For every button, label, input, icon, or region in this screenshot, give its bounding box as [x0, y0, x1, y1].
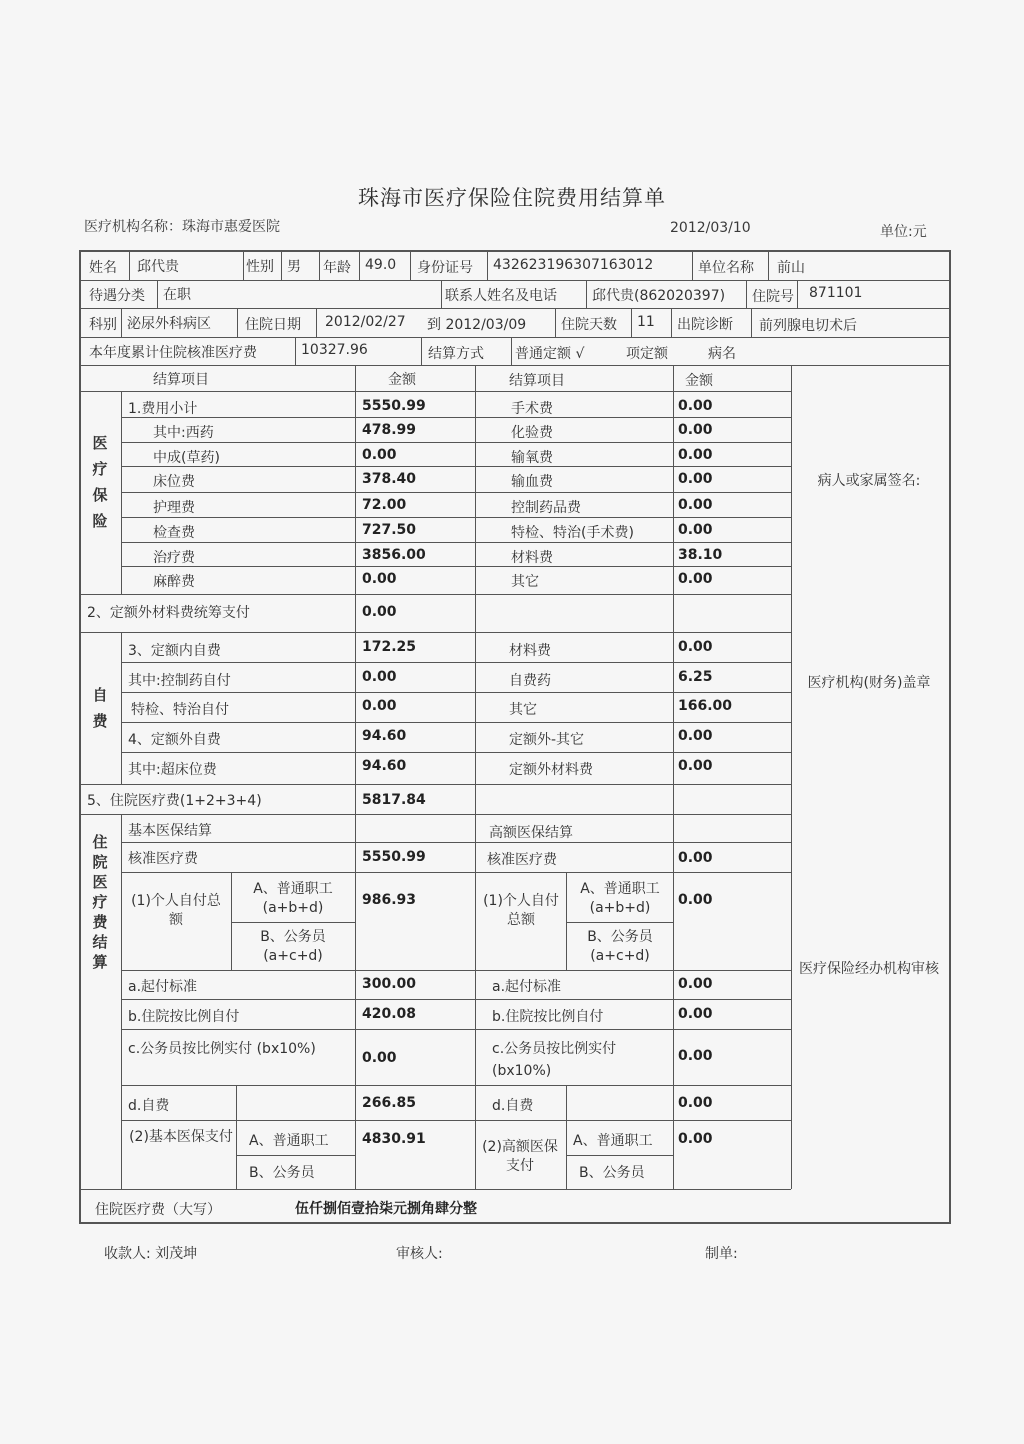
med-amount: 727.50	[362, 522, 417, 538]
high-pay-worker-label: A、普通职工	[573, 1133, 653, 1149]
stay-label: 住院日期	[245, 317, 301, 333]
basic-approved-label: 核准医疗费	[128, 851, 198, 867]
item5-label: 5、住院医疗费(1+2+3+4)	[87, 793, 262, 809]
high-pay-worker: 0.00	[678, 1131, 713, 1147]
method-normal: 普通定额 √	[515, 346, 585, 362]
settle-high: 0.00	[678, 1095, 713, 1111]
basic-approved: 5550.99	[362, 849, 426, 865]
med-item: 1.费用小计	[128, 401, 198, 417]
med-item-right: 输氧费	[511, 450, 553, 466]
med-amount: 3856.00	[362, 547, 426, 563]
self-amount: 94.60	[362, 728, 407, 744]
high-worker-formula: A、普通职工 (a+b+d)	[580, 881, 660, 916]
settle-item: a.起付标准	[128, 979, 198, 995]
cashier: 收款人: 刘茂坤	[104, 1246, 198, 1262]
settle-item: c.公务员按比例实付 (bx10%)	[128, 1041, 316, 1057]
col-amount-left: 金额	[388, 372, 416, 388]
med-amount-right: 0.00	[678, 522, 713, 538]
med-amount: 72.00	[362, 497, 407, 513]
basic-personal: 986.93	[362, 892, 417, 908]
med-item: 中成(草药)	[153, 450, 220, 466]
settle-item-high: a.起付标准	[492, 979, 562, 995]
settlement-form	[79, 250, 951, 1224]
id-label: 身份证号	[417, 260, 473, 276]
med-amount-right: 0.00	[678, 571, 713, 587]
self-item-right: 自费药	[509, 673, 551, 689]
settle-high: 0.00	[678, 1048, 713, 1064]
settle-item: b.住院按比例自付	[128, 1009, 240, 1025]
self-item: 3、定额内自费	[128, 643, 221, 659]
med-amount-right: 0.00	[678, 422, 713, 438]
contact-label: 联系人姓名及电话	[445, 288, 557, 304]
institution-name: 医疗机构名称：珠海市惠爱医院	[84, 219, 280, 235]
med-item-right: 材料费	[511, 550, 553, 566]
self-item-right: 定额外-其它	[509, 732, 585, 748]
med-amount-right: 0.00	[678, 447, 713, 463]
med-item-right: 手术费	[511, 401, 553, 417]
col-item-left: 结算项目	[153, 372, 209, 388]
gender-label: 性别	[246, 259, 274, 275]
document-title: 珠海市医疗保险住院费用结算单	[358, 186, 666, 210]
stay-from: 2012/02/27	[325, 314, 406, 330]
total-label: 住院医疗费（大写）	[95, 1202, 221, 1218]
basic-pay-worker-label: A、普通职工	[249, 1133, 329, 1149]
med-item: 治疗费	[153, 550, 195, 566]
self-amount: 172.25	[362, 639, 417, 655]
med-amount: 5550.99	[362, 398, 426, 414]
settle-item-high: b.住院按比例自付	[492, 1009, 604, 1025]
patient-age: 49.0	[365, 257, 397, 273]
med-item-right: 特检、特治(手术费)	[511, 525, 634, 541]
settle-high: 0.00	[678, 1006, 713, 1022]
employer-label: 单位名称	[698, 260, 754, 276]
high-approved-label: 核准医疗费	[487, 852, 557, 868]
med-item: 护理费	[153, 500, 195, 516]
settle-item-high: d.自费	[492, 1098, 534, 1114]
basic-civil-formula: B、公务员 (a+c+d)	[260, 929, 326, 964]
admission-no: 871101	[809, 285, 863, 301]
med-amount: 478.99	[362, 422, 417, 438]
basic-pay-label: (2)基本医保支付	[129, 1129, 233, 1145]
high-personal: 0.00	[678, 892, 713, 908]
col-item-right: 结算项目	[509, 373, 565, 389]
total-in-words: 伍仟捌佰壹拾柒元捌角肆分整	[295, 1201, 477, 1217]
high-personal-label: (1)个人自付总额	[483, 893, 559, 928]
patient-id: 432623196307163012	[493, 257, 654, 273]
stay-days: 11	[637, 314, 655, 330]
item5-amount: 5817.84	[362, 792, 426, 808]
medical-section-label: 医疗保险	[92, 434, 108, 530]
self-amount-right: 0.00	[678, 758, 713, 774]
settle-item: d.自费	[128, 1098, 170, 1114]
annual-label: 本年度累计住院核准医疗费	[89, 345, 257, 361]
med-amount-right: 0.00	[678, 471, 713, 487]
patient-signature-label: 病人或家属签名:	[817, 473, 921, 489]
med-amount-right: 0.00	[678, 398, 713, 414]
patient-category: 在职	[163, 287, 191, 303]
insurance-review-label: 医疗保险经办机构审核	[799, 961, 939, 977]
dept-label: 科别	[89, 317, 117, 333]
basic-pay-worker: 4830.91	[362, 1131, 426, 1147]
admission-no-label: 住院号	[752, 289, 794, 305]
currency-unit: 单位:元	[880, 224, 927, 240]
item2-label: 2、定额外材料费统筹支付	[87, 605, 250, 621]
settle-basic: 0.00	[362, 1050, 397, 1066]
med-item: 麻醉费	[153, 574, 195, 590]
self-item-right: 其它	[509, 702, 537, 718]
stay-to: 到 2012/03/09	[427, 317, 527, 333]
self-section-label: 自费	[92, 686, 108, 730]
settle-basic: 300.00	[362, 976, 417, 992]
self-item-right: 材料费	[509, 643, 551, 659]
basic-title: 基本医保结算	[128, 823, 212, 839]
self-amount-right: 0.00	[678, 639, 713, 655]
med-item: 床位费	[153, 474, 195, 490]
high-pay-label: (2)高额医保支付	[482, 1139, 558, 1174]
settle-item-high: c.公务员按比例实付 (bx10%)	[492, 1041, 617, 1079]
settlement-date: 2012/03/10	[670, 220, 751, 236]
self-item: 其中:控制药自付	[128, 673, 231, 689]
reviewer: 审核人:	[396, 1246, 443, 1262]
high-approved: 0.00	[678, 850, 713, 866]
diagnosis-label: 出院诊断	[677, 317, 733, 333]
patient-dept: 泌尿外科病区	[127, 316, 211, 332]
med-item: 其中:西药	[153, 425, 214, 441]
days-label: 住院天数	[561, 317, 617, 333]
self-amount: 0.00	[362, 698, 397, 714]
high-civil-formula: B、公务员 (a+c+d)	[587, 929, 653, 964]
form-maker: 制单:	[705, 1246, 738, 1262]
med-item-right: 化验费	[511, 425, 553, 441]
self-amount-right: 0.00	[678, 728, 713, 744]
patient-name: 邱代贵	[137, 259, 179, 275]
item2-amount: 0.00	[362, 604, 397, 620]
patient-employer: 前山	[777, 260, 805, 276]
med-amount-right: 0.00	[678, 497, 713, 513]
med-item-right: 其它	[511, 574, 539, 590]
self-amount: 0.00	[362, 669, 397, 685]
method-label: 结算方式	[428, 346, 484, 362]
med-amount-right: 38.10	[678, 547, 723, 563]
patient-contact: 邱代贵(862020397)	[592, 288, 726, 304]
settle-basic: 266.85	[362, 1095, 417, 1111]
col-amount-right: 金额	[685, 373, 713, 389]
disease-label: 病名	[708, 346, 736, 362]
basic-worker-formula: A、普通职工 (a+b+d)	[253, 881, 333, 916]
self-amount: 94.60	[362, 758, 407, 774]
self-amount-right: 6.25	[678, 669, 713, 685]
high-pay-civil-label: B、公务员	[579, 1165, 645, 1181]
settle-basic: 420.08	[362, 1006, 417, 1022]
high-title: 高额医保结算	[489, 825, 573, 841]
basic-personal-label: (1)个人自付总额	[131, 893, 221, 928]
med-item-right: 控制药品费	[511, 500, 581, 516]
self-item-right: 定额外材料费	[509, 762, 593, 778]
self-amount-right: 166.00	[678, 698, 733, 714]
med-amount: 0.00	[362, 571, 397, 587]
med-amount: 378.40	[362, 471, 417, 487]
basic-pay-civil-label: B、公务员	[249, 1165, 315, 1181]
diagnosis: 前列腺电切术后	[759, 318, 857, 334]
med-item: 检查费	[153, 525, 195, 541]
category-label: 待遇分类	[89, 288, 145, 304]
settle-high: 0.00	[678, 976, 713, 992]
institution-seal-label: 医疗机构(财务)盖章	[807, 675, 931, 691]
settlement-section-label: 住院医疗费结算	[92, 833, 108, 971]
patient-gender: 男	[287, 259, 301, 275]
age-label: 年龄	[323, 260, 351, 276]
self-item: 其中:超床位费	[128, 762, 217, 778]
med-item-right: 输血费	[511, 474, 553, 490]
med-amount: 0.00	[362, 447, 397, 463]
name-label: 姓名	[89, 260, 117, 276]
method-item: 项定额	[626, 346, 668, 362]
self-item: 4、定额外自费	[128, 732, 221, 748]
self-item: 特检、特治自付	[131, 702, 229, 718]
annual-amount: 10327.96	[301, 342, 368, 358]
